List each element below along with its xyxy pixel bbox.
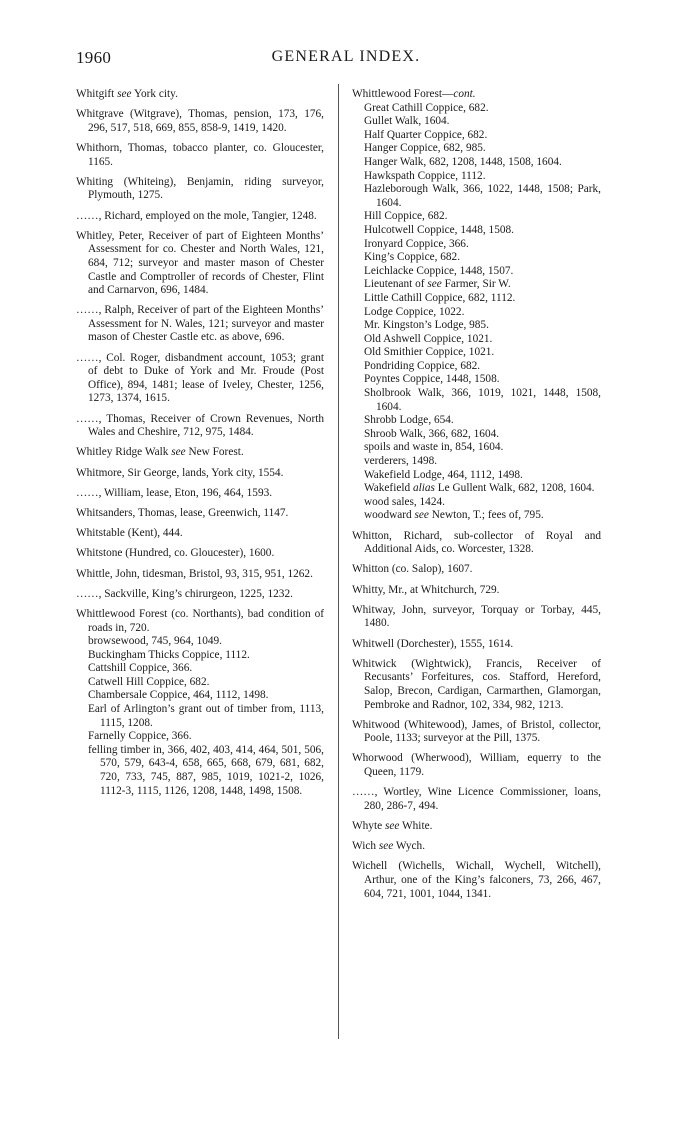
sub-entry: Great Cathill Coppice, 682.	[364, 101, 489, 114]
index-entry: Whitton, Richard, sub-collector of Royal and Additional Aids, co. Worcester, 1328.	[352, 529, 601, 556]
index-entry: Whitmore, Sir George, lands, York city, 1554.	[76, 466, 284, 479]
running-title: GENERAL INDEX.	[271, 48, 421, 65]
sub-entry: Gullet Walk, 1604.	[364, 115, 450, 128]
sub-entry: Chambersale Coppice, 464, 1112, 1498.	[88, 689, 269, 702]
sub-entry: woodward see Newton, T.; fees of, 795.	[364, 509, 544, 522]
index-entry: ……, Wortley, Wine Licence Commissioner, loans, 280, 286-7, 494.	[352, 786, 601, 812]
sub-entry: Poyntes Coppice, 1448, 1508.	[364, 373, 500, 386]
index-entry: Whitgift see York city.	[76, 88, 178, 100]
index-entry: Whitley, Peter, Receiver of part of Eighteen Months’ Assessment for co. Chester and North Wales, 121, 684, 712; surveyor and master mason of Chester Castle and Comptroller of records of Chester, Flint and Carnarvon, 696, 1484.	[76, 229, 324, 297]
index-entry: Whithorn, Thomas, tobacco planter, co. Gloucester, 1165.	[76, 141, 324, 168]
page-number: 1960	[76, 48, 112, 67]
index-entry: Whittle, John, tidesman, Bristol, 93, 315, 951, 1262.	[76, 567, 313, 580]
sub-entry: spoils and waste in, 854, 1604.	[364, 441, 504, 454]
sub-entry: Wakefield Lodge, 464, 1112, 1498.	[364, 468, 523, 481]
sub-entry: Hanger Walk, 682, 1208, 1448, 1508, 1604.	[364, 155, 562, 168]
sub-entry: Little Cathill Coppice, 682, 1112.	[364, 291, 516, 304]
sub-entry: Farnelly Coppice, 366.	[88, 730, 192, 743]
sub-entry: Buckingham Thicks Coppice, 1112.	[88, 648, 250, 661]
sub-entry: Old Smithier Coppice, 1021.	[364, 346, 495, 359]
sub-entry: Half Quarter Coppice, 682.	[364, 128, 488, 141]
sub-entry: Leichlacke Coppice, 1448, 1507.	[364, 264, 514, 277]
index-entry: ……, William, lease, Eton, 196, 464, 1593.	[76, 486, 273, 499]
sub-entry: Cattshill Coppice, 366.	[88, 662, 193, 675]
sub-entry: Shrobb Lodge, 654.	[364, 414, 454, 427]
sub-entry: Mr. Kingston’s Lodge, 985.	[364, 319, 489, 332]
sub-entry: Wakefield alias Le Gullent Walk, 682, 1208, 1604.	[364, 482, 595, 495]
sub-entry: Lodge Coppice, 1022.	[364, 305, 465, 318]
right-column	[352, 88, 601, 908]
index-entry: Whitstable (Kent), 444.	[76, 527, 183, 540]
sub-entry: Hawkspath Coppice, 1112.	[364, 169, 486, 182]
index-entry: ……, Sackville, King’s chirurgeon, 1225, 1232.	[76, 587, 293, 600]
index-entry: ……, Thomas, Receiver of Crown Revenues, North Wales and Cheshire, 712, 975, 1484.	[76, 412, 324, 439]
left-column	[76, 88, 324, 798]
index-entry: Whitton (co. Salop), 1607.	[352, 563, 473, 576]
sub-entry: Sholbrook Walk, 366, 1019, 1021, 1448, 1508, 1604.	[364, 387, 601, 413]
index-entry: Whitgrave (Witgrave), Thomas, pension, 173, 176, 296, 517, 518, 669, 855, 858-9, 1419, 1420.	[76, 108, 324, 134]
sub-entry: Hazleborough Walk, 366, 1022, 1448, 1508; Park, 1604.	[364, 183, 601, 209]
sub-entry: wood sales, 1424.	[364, 495, 445, 508]
index-entry: Whitwell (Dorchester), 1555, 1614.	[352, 637, 514, 650]
index-entry: ……, Richard, employed on the mole, Tangier, 1248.	[76, 209, 317, 222]
index-entry: Whitway, John, surveyor, Torquay or Torbay, 445, 1480.	[352, 603, 601, 630]
sub-entry: Ironyard Coppice, 366.	[364, 237, 469, 250]
index-entry: Whitwood (Whitewood), James, of Bristol, collector, Poole, 1133; surveyor at the Pill, 1375.	[352, 718, 601, 745]
index-entry: Wich see Wych.	[352, 840, 426, 853]
index-entry: Whitwick (Wightwick), Francis, Receiver of Recusants’ Forfeitures, cos. Stafford, Hereford, Salop, Brecon, Cardigan, Carmarthen, Glamorgan, Pembroke and Radnor, 102, 334, 982, 1213.	[352, 657, 601, 711]
index-entry: ……, Ralph, Receiver of part of the Eighteen Months’ Assessment for N. Wales, 121; surveyor and master mason of Chester Castle etc. as above, 696.	[76, 304, 324, 344]
sub-entry: Earl of Arlington’s grant out of timber from, 1113, 1115, 1208.	[88, 703, 324, 729]
index-entry: Whitley Ridge Walk see New Forest.	[76, 446, 244, 459]
sub-entry: browsewood, 745, 964, 1049.	[88, 635, 222, 648]
sub-entry: Hulcotwell Coppice, 1448, 1508.	[364, 223, 514, 236]
sub-entry: Lieutenant of see Farmer, Sir W.	[364, 278, 511, 291]
index-entry: Whitty, Mr., at Whitchurch, 729.	[352, 583, 500, 596]
column-divider	[338, 84, 339, 1039]
sub-entry: Pondriding Coppice, 682.	[364, 359, 481, 372]
index-entry: Whiting (Whiteing), Benjamin, riding surveyor, Plymouth, 1275.	[76, 175, 324, 202]
index-entry: Whyte see White.	[352, 820, 433, 833]
sub-entry: Catwell Hill Coppice, 682.	[88, 675, 210, 688]
index-entry: Whitstone (Hundred, co. Gloucester), 1600.	[76, 547, 275, 560]
index-entry: Whitsanders, Thomas, lease, Greenwich, 1147.	[76, 506, 289, 519]
index-entry: Whorwood (Wherwood), William, equerry to the Queen, 1179.	[352, 752, 601, 779]
sub-entry: Hanger Coppice, 682, 985.	[364, 142, 486, 155]
sub-entry: Old Ashwell Coppice, 1021.	[364, 332, 493, 345]
sub-entry: Shroob Walk, 366, 682, 1604.	[364, 427, 500, 440]
index-entry: Wichell (Wichells, Wichall, Wychell, Witchell), Arthur, one of the King’s falconers, 73, 266, 467, 604, 721, 1001, 1044, 1341.	[352, 860, 601, 900]
sub-entry: Hill Coppice, 682.	[364, 210, 448, 223]
sub-entry: King’s Coppice, 682.	[364, 251, 461, 264]
continuation-heading: Whittlewood Forest—cont.	[352, 88, 476, 100]
sub-entry: verderers, 1498.	[364, 455, 438, 468]
index-entry: Whittlewood Forest (co. Northants), bad condition of roads in, 720.	[76, 607, 324, 634]
index-entry: ……, Col. Roger, disbandment account, 1053; grant of debt to Duke of York and Mr. Froude (Post Office), 894, 1481; lease of Iveley, Chester, 1256, 1273, 1374, 1615.	[76, 351, 324, 405]
page-header	[76, 48, 616, 72]
sub-entry: felling timber in, 366, 402, 403, 414, 464, 501, 506, 570, 579, 643-4, 658, 665, 668, 679, 681, 682, 720, 733, 745, 887, 985, 1019, 1021-2, 1026, 1112-3, 1115, 1126, 1208, 1448, 1498, 1508.	[88, 743, 324, 797]
